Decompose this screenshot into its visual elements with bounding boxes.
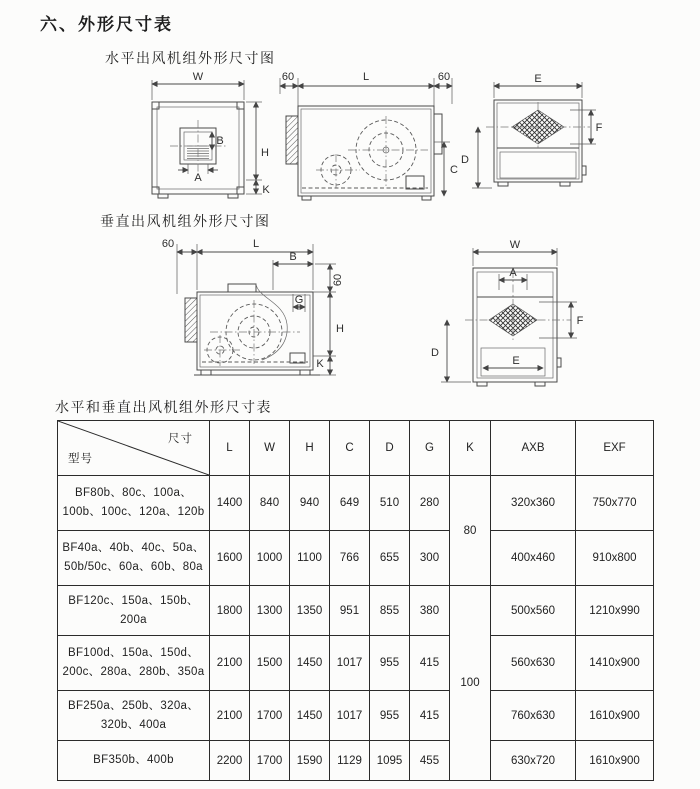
dimensions-top [162, 238, 313, 294]
model-cell: BF80b、80c、100a、100b、100c、120a、120b [58, 476, 210, 531]
table-row [58, 741, 654, 781]
value-h: 1350 [290, 586, 330, 636]
dim-label-f: F [595, 122, 603, 134]
value-d: 955 [370, 636, 410, 691]
value-g: 455 [410, 741, 450, 781]
dim-label-b: B [289, 251, 297, 263]
value-c: 649 [330, 476, 370, 531]
horizontal-front-view-drawing [128, 70, 276, 210]
horizontal-end-view-drawing [452, 70, 610, 210]
col-header-k: K [450, 421, 491, 476]
value-axb: 500x560 [491, 586, 576, 636]
value-w: 1700 [250, 691, 290, 741]
value-w: 1300 [250, 586, 290, 636]
value-c: 1017 [330, 691, 370, 741]
model-cell: BF40a、40b、40c、50a、50b/50c、60a、60b、80a [58, 531, 210, 586]
table-row [58, 636, 654, 691]
dim-label-k: K [262, 184, 270, 196]
value-c: 1129 [330, 741, 370, 781]
col-header-exf: EXF [576, 421, 654, 476]
value-k-merged: 100 [450, 586, 491, 781]
value-l: 2200 [210, 741, 250, 781]
value-axb: 630x720 [491, 741, 576, 781]
value-l: 2100 [210, 636, 250, 691]
dim-label-h: H [336, 323, 344, 335]
col-header-d: D [370, 421, 410, 476]
dim-label-l: L [362, 71, 370, 83]
value-d: 855 [370, 586, 410, 636]
dim-label-g: G [294, 294, 304, 306]
table-row [58, 531, 654, 586]
value-d: 955 [370, 691, 410, 741]
value-d: 510 [370, 476, 410, 531]
vertical-side-view-drawing [106, 236, 352, 388]
value-axb: 400x460 [491, 531, 576, 586]
dim-label-h: H [261, 147, 269, 159]
col-header-l: L [210, 421, 250, 476]
dim-label-e: E [534, 73, 542, 85]
vertical-end-view-drawing [423, 238, 589, 390]
value-axb: 760x630 [491, 691, 576, 741]
model-cell: BF250a、250b、320a、320b、400a [58, 691, 210, 741]
page-title: 六、外形尺寸表 [40, 15, 173, 34]
value-axb: 320x360 [491, 476, 576, 531]
dimensions-right [293, 264, 344, 375]
value-exf: 750x770 [576, 476, 654, 531]
value-g: 300 [410, 531, 450, 586]
value-g: 415 [410, 636, 450, 691]
value-w: 1500 [250, 636, 290, 691]
dimensions [152, 71, 270, 196]
value-exf: 1410x900 [576, 636, 654, 691]
value-h: 1590 [290, 741, 330, 781]
value-c: 1017 [330, 636, 370, 691]
value-axb: 560x630 [491, 636, 576, 691]
model-cell: BF120c、150a、150b、200a [58, 586, 210, 636]
dim-label-c: C [450, 164, 458, 176]
vertical-subtitle: 垂直出风机组外形尺寸图 [100, 213, 271, 229]
value-h: 940 [290, 476, 330, 531]
value-w: 1700 [250, 741, 290, 781]
value-h: 1450 [290, 636, 330, 691]
dim-label-f: F [576, 315, 584, 327]
col-header-w: W [250, 421, 290, 476]
casing-outline [286, 106, 442, 200]
table-row [58, 586, 654, 636]
col-header-g: G [410, 421, 450, 476]
dim-label-d: D [461, 154, 469, 166]
value-g: 380 [410, 586, 450, 636]
table-header-row [58, 421, 654, 476]
value-g: 415 [410, 691, 450, 741]
dim-label-a: A [509, 267, 517, 279]
value-l: 1400 [210, 476, 250, 531]
col-header-axb: AXB [491, 421, 576, 476]
dim-label-k: K [316, 358, 324, 370]
model-cell: BF100d、150a、150d、200c、280a、280b、350a [58, 636, 210, 691]
value-h: 1450 [290, 691, 330, 741]
value-l: 1600 [210, 531, 250, 586]
model-cell: BF350b、400b [58, 741, 210, 781]
value-l: 2100 [210, 691, 250, 741]
table-title: 水平和垂直出风机组外形尺寸表 [55, 399, 272, 415]
value-d: 1095 [370, 741, 410, 781]
value-k-merged: 80 [450, 476, 491, 586]
horizontal-subtitle: 水平出风机组外形尺寸图 [105, 50, 276, 66]
corner-label-size: 尺寸 [168, 433, 193, 445]
impeller-scroll [202, 284, 308, 366]
value-c: 951 [330, 586, 370, 636]
dim-label-60-top: 60 [332, 273, 344, 287]
value-c: 766 [330, 531, 370, 586]
value-w: 1000 [250, 531, 290, 586]
dim-label-e: E [512, 355, 520, 367]
dim-label-w: W [192, 71, 204, 83]
dimensions-top [280, 71, 452, 108]
horizontal-side-view-drawing [276, 70, 466, 210]
col-header-h: H [290, 421, 330, 476]
dim-label-60-left: 60 [281, 71, 295, 83]
corner-cell [58, 421, 210, 476]
dimension-table-wrap [57, 420, 654, 781]
dim-label-l: L [252, 238, 260, 250]
value-exf: 1610x900 [576, 741, 654, 781]
col-header-c: C [330, 421, 370, 476]
value-w: 840 [250, 476, 290, 531]
corner-label-model: 型号 [68, 453, 93, 465]
value-exf: 910x800 [576, 531, 654, 586]
value-l: 1800 [210, 586, 250, 636]
dim-label-b: B [216, 135, 224, 147]
table-row [58, 476, 654, 531]
impeller [302, 116, 428, 188]
dim-label-a: A [194, 172, 202, 184]
dimension-table [57, 420, 654, 781]
value-exf: 1610x900 [576, 691, 654, 741]
dim-label-w: W [509, 239, 521, 251]
value-h: 1100 [290, 531, 330, 586]
dim-label-60-right: 60 [437, 71, 451, 83]
dim-label-60-left: 60 [161, 238, 175, 250]
table-row [58, 691, 654, 741]
dim-label-d: D [431, 347, 439, 359]
value-g: 280 [410, 476, 450, 531]
value-d: 655 [370, 531, 410, 586]
value-exf: 1210x990 [576, 586, 654, 636]
